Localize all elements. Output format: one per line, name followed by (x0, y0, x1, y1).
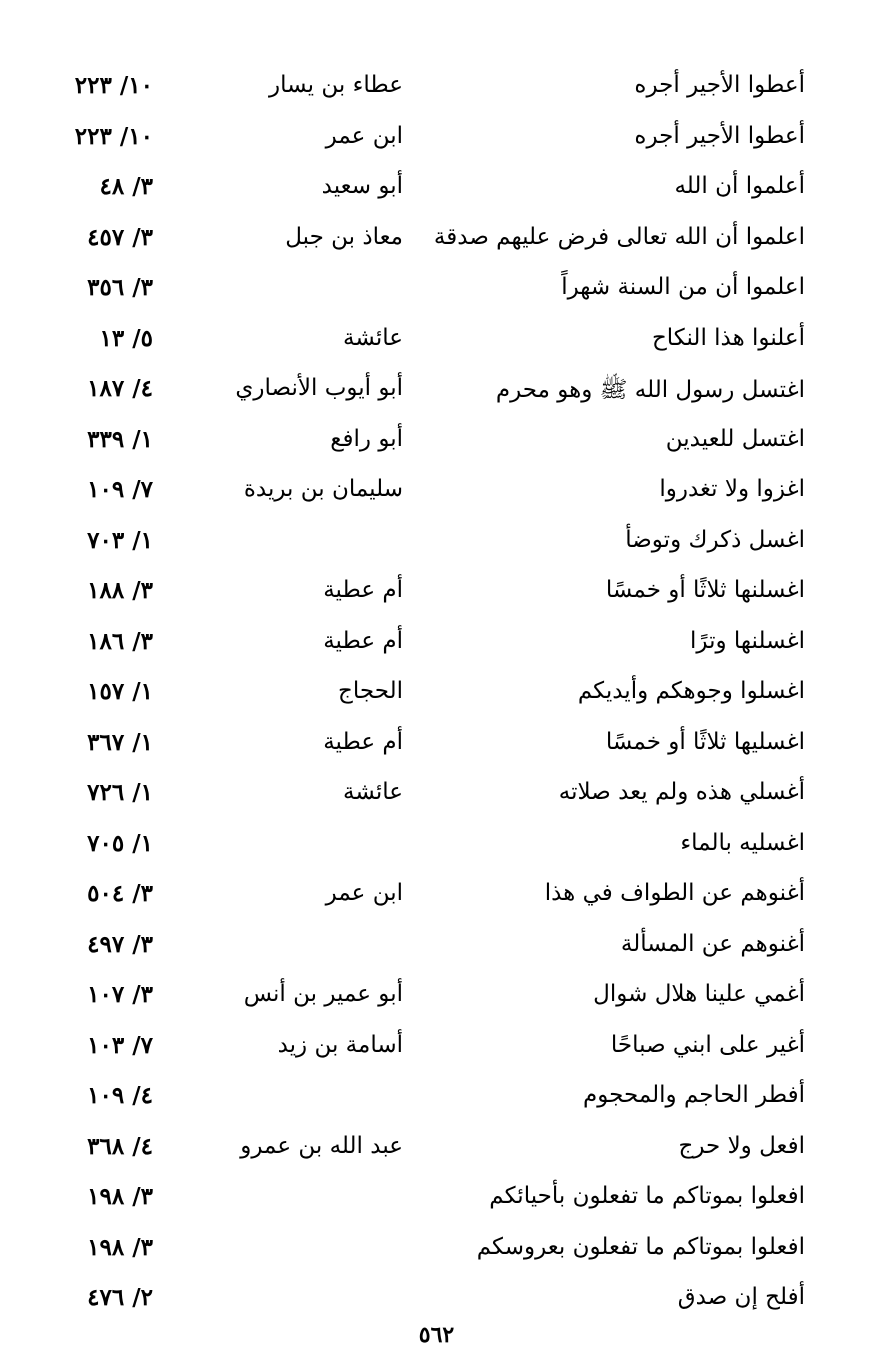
hadith-text: اغسلوا وجوهكم وأيديكم (577, 678, 805, 704)
hadith-text: أعلموا أن الله (674, 173, 805, 199)
index-row (0, 1276, 873, 1327)
hadith-text: اغسلنها ثلاثًا أو خمسًا (605, 577, 805, 603)
index-row (0, 1074, 873, 1125)
index-row (0, 266, 873, 317)
narrator-name: أبو عمير بن أنس (243, 981, 403, 1007)
volume-page-ref: ٣/ ٥٠٤ (87, 880, 153, 907)
volume-page-ref: ٣/ ١٩٨ (87, 1183, 153, 1210)
volume-page-ref: ١٠/ ٢٢٣ (74, 72, 153, 99)
narrator-name: عبد الله بن عمرو (240, 1132, 403, 1159)
volume-page-ref: ٣/ ٣٥٦ (87, 274, 153, 301)
volume-page-ref: ١/ ٧٠٥ (87, 829, 153, 857)
volume-page-ref: ٣/ ٤٩٧ (87, 930, 153, 958)
narrator-name: عائشة (343, 324, 403, 351)
index-row (0, 468, 873, 519)
volume-page-ref: ٣/ ١٩٨ (87, 1233, 153, 1261)
hadith-text: أغنوهم عن المسألة (620, 930, 805, 957)
hadith-text: اغسل ذكرك وتوضأ (625, 526, 805, 553)
hadith-text: أعطوا الأجير أجره (634, 122, 805, 149)
narrator-name: الحجاج (338, 678, 403, 704)
index-table (0, 64, 873, 1327)
volume-page-ref: ٤/ ١٨٧ (87, 375, 153, 402)
index-row (0, 1024, 873, 1075)
hadith-text: أعلنوا هذا النكاح (651, 324, 805, 351)
index-row (0, 569, 873, 620)
index-row (0, 317, 873, 368)
hadith-text: أفطر الحاجم والمحجوم (583, 1082, 805, 1108)
narrator-name: أم عطية (323, 577, 403, 603)
volume-page-ref: ١/ ٣٣٩ (87, 425, 153, 453)
hadith-text: اعلموا أن من السنة شهراً (561, 274, 805, 300)
narrator-name: أبو رافع (330, 425, 403, 452)
narrator-name: أم عطية (323, 627, 403, 654)
narrator-name: ابن عمر (325, 122, 403, 149)
hadith-text: اغسلنها وترًا (690, 627, 805, 654)
hadith-text: اغتسل للعيدين (665, 425, 805, 452)
hadith-text: أفلح إن صدق (677, 1284, 805, 1310)
volume-page-ref: ١/ ٣٦٧ (87, 728, 153, 756)
volume-page-ref: ٣/ ٤٨ (99, 173, 153, 200)
hadith-text: أغمي علينا هلال شوال (593, 981, 805, 1007)
narrator-name: أم عطية (323, 728, 403, 755)
hadith-text: اغسليها ثلاثًا أو خمسًا (605, 728, 805, 755)
hadith-text: اعلموا أن الله تعالى فرض عليهم صدقة (433, 223, 805, 250)
index-row (0, 115, 873, 166)
volume-page-ref: ٧/ ١٠٣ (87, 1031, 153, 1059)
index-row (0, 771, 873, 822)
volume-page-ref: ٣/ ١٨٨ (87, 577, 153, 604)
index-row (0, 418, 873, 469)
hadith-text: أغسلي هذه ولم يعد صلاته (558, 779, 805, 805)
index-row (0, 872, 873, 923)
narrator-name: أبو سعيد (321, 173, 403, 199)
narrator-name: سليمان بن بريدة (243, 476, 403, 502)
hadith-text: افعلوا بموتاكم ما تفعلون بعروسكم (476, 1233, 805, 1260)
hadith-text: أعطوا الأجير أجره (634, 72, 805, 98)
index-row (0, 822, 873, 873)
volume-page-ref: ٤/ ٣٦٨ (87, 1132, 153, 1160)
volume-page-ref: ١٠/ ٢٢٣ (74, 122, 153, 150)
index-row (0, 1175, 873, 1226)
index-row (0, 721, 873, 772)
index-row (0, 165, 873, 216)
volume-page-ref: ١/ ٧٠٣ (87, 526, 153, 554)
volume-page-ref: ٧/ ١٠٩ (87, 476, 153, 503)
index-row (0, 620, 873, 671)
narrator-name: معاذ بن جبل (285, 223, 403, 250)
page-number: ٥٦٢ (418, 1322, 455, 1348)
index-row (0, 1226, 873, 1277)
narrator-name: أسامة بن زيد (277, 1031, 403, 1058)
volume-page-ref: ٢/ ٤٧٦ (87, 1284, 153, 1311)
index-row (0, 923, 873, 974)
volume-page-ref: ٤/ ١٠٩ (87, 1082, 153, 1109)
index-row (0, 973, 873, 1024)
index-row (0, 367, 873, 418)
hadith-text: افعلوا بموتاكم ما تفعلون بأحيائكم (489, 1183, 805, 1209)
index-row (0, 1125, 873, 1176)
index-row (0, 670, 873, 721)
hadith-text: أغير على ابني صباحًا (610, 1031, 805, 1058)
volume-page-ref: ٣/ ١٠٧ (87, 981, 153, 1008)
hadith-text: أغنوهم عن الطواف في هذا (544, 880, 805, 906)
index-row (0, 519, 873, 570)
volume-page-ref: ٣/ ٤٥٧ (87, 223, 153, 251)
index-row (0, 216, 873, 267)
index-row (0, 64, 873, 115)
narrator-name: أبو أيوب الأنصاري (235, 375, 403, 401)
hadith-text: اغزوا ولا تغدروا (659, 476, 805, 502)
hadith-text: اغتسل رسول الله ﷺ وهو محرم (495, 377, 805, 403)
volume-page-ref: ٥/ ١٣ (99, 324, 153, 352)
narrator-name: عائشة (343, 779, 403, 805)
volume-page-ref: ١/ ٧٢٦ (87, 779, 153, 806)
narrator-name: ابن عمر (325, 880, 403, 906)
volume-page-ref: ٣/ ١٨٦ (87, 627, 153, 655)
volume-page-ref: ١/ ١٥٧ (87, 678, 153, 705)
narrator-name: عطاء بن يسار (269, 72, 403, 98)
hadith-text: اغسليه بالماء (680, 829, 805, 856)
hadith-text: افعل ولا حرج (678, 1132, 805, 1159)
